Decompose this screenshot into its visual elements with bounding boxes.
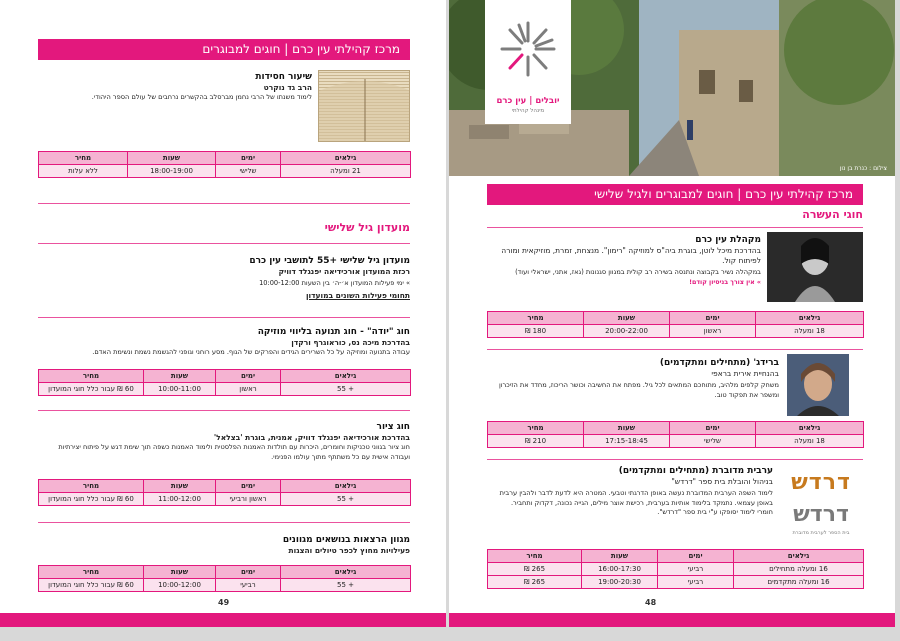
cell-hours: 16:00-17:30 bbox=[582, 563, 658, 576]
bottom-band bbox=[449, 613, 895, 627]
cell-hours: 19:00-20:30 bbox=[582, 576, 658, 589]
divider bbox=[38, 243, 410, 244]
page-number: 49 bbox=[218, 598, 230, 607]
choir-teacher: בהדרכת מיכל לוטן, בוגרת ביה"ס למוזיקה "רימון". מנצחת, זמרת, מוזיקאית ומורה לפיתוח קול. bbox=[501, 246, 761, 265]
photo-caption: צילום : כנרת בן נון bbox=[839, 165, 887, 172]
col-price: מחיר bbox=[488, 550, 582, 563]
logo-box bbox=[485, 0, 571, 124]
cell-hours: 10:00-12:00 bbox=[144, 579, 216, 592]
hero-photo bbox=[449, 0, 895, 176]
col-ages: גילאים bbox=[281, 152, 411, 165]
hasidut-block bbox=[38, 72, 312, 103]
cell-days: ראשון ורביעי bbox=[216, 493, 281, 506]
book-photo bbox=[318, 70, 410, 142]
page-49 bbox=[0, 0, 446, 627]
table-row bbox=[488, 576, 864, 589]
arabic-note: חומרי לימוד יסופקו ע"י בית ספר "דרדש". bbox=[657, 508, 773, 516]
page-header: מרכז קהילתי עין כרם | חוגים למבוגרים ולגיל שלישי bbox=[487, 184, 863, 205]
col-days: ימים bbox=[658, 550, 734, 563]
singer-photo bbox=[767, 232, 863, 302]
club-areas: תחומי פעילות השונים במועדון bbox=[305, 290, 410, 300]
hasidut-title: שיעור חסידות bbox=[255, 72, 312, 82]
yoda-teacher: בהדרכת מיכה נס, כוראוגרף ורקדן bbox=[291, 338, 410, 347]
divider bbox=[487, 227, 863, 228]
choir-table bbox=[487, 311, 864, 338]
col-days: ימים bbox=[216, 152, 281, 165]
cell-hours: 17:15-18:45 bbox=[584, 435, 670, 448]
arabic-block bbox=[487, 466, 773, 518]
divider bbox=[38, 317, 410, 318]
book-illustration bbox=[319, 71, 410, 142]
cell-days: ראשון bbox=[670, 325, 756, 338]
club-block bbox=[38, 256, 410, 301]
cell-ages: 18 ומעלה bbox=[756, 435, 864, 448]
page-48 bbox=[449, 0, 895, 627]
logo-title: יובלים | עין כרם bbox=[496, 96, 560, 106]
cell-price: ללא עלות bbox=[39, 165, 128, 178]
club-title: מועדון גיל שלישי +55 לתושבי עין כרם bbox=[249, 256, 410, 266]
bridge-desc: משחק קלפים מלהיב, מתוחכם המתאים לכל גיל. מפתח את החשיבה וכושר הריכוז, מחדד את הזיכרון ומשפר את תפקוד טוב. bbox=[498, 381, 779, 399]
col-hours: שעות bbox=[144, 370, 216, 383]
col-ages: גילאים bbox=[756, 312, 864, 325]
bridge-teacher: בהנחיית אירית בראפי bbox=[711, 369, 779, 378]
bridge-title: ברידג' (מתחילים ומתקדמים) bbox=[659, 358, 779, 368]
col-days: ימים bbox=[670, 422, 756, 435]
col-hours: שעות bbox=[584, 312, 670, 325]
cell-ages: 16 ומעלה מתחילים bbox=[734, 563, 864, 576]
cell-days: רביעי bbox=[658, 576, 734, 589]
hasidut-teacher: הרב גד נוקרט bbox=[263, 83, 312, 92]
club-section-title: מועדון גיל שלישי bbox=[324, 221, 410, 234]
cell-price: 265 ₪ bbox=[488, 576, 582, 589]
cell-ages: 18 ומעלה bbox=[756, 325, 864, 338]
cell-price: 265 ₪ bbox=[488, 563, 582, 576]
enrichment-section-title: חוגי העשרה bbox=[802, 208, 863, 221]
yuvalim-logo-icon bbox=[485, 6, 571, 92]
cell-hours: 10:00-11:00 bbox=[144, 383, 216, 396]
teacher-photo bbox=[787, 354, 849, 416]
lectures-title: מגוון הרצאות בנושאים מגוונים bbox=[282, 535, 410, 545]
cell-hours: 20:00-22:00 bbox=[584, 325, 670, 338]
choir-title: מקהלת עין כרם bbox=[695, 235, 761, 245]
dardash-logo-text: דרדש bbox=[791, 470, 851, 495]
hasidut-desc: לימוד משנתו של הרבי נחמן מברסלב בהקשרים נרחבים של עולם הספר היהודי. bbox=[91, 93, 312, 101]
col-price: מחיר bbox=[39, 152, 128, 165]
arabic-title: ערבית מדוברת (מתחילים ומתקדמים) bbox=[618, 466, 773, 476]
col-days: ימים bbox=[216, 480, 281, 493]
bottom-band bbox=[0, 613, 446, 627]
yoda-title: חוג "יודה" - חוג תנועה בליווי מוזיקה bbox=[257, 327, 410, 337]
dardash-logo-text-secondary: דרדש bbox=[793, 502, 849, 527]
col-price: מחיר bbox=[488, 312, 584, 325]
cell-hours: 11:00-12:00 bbox=[144, 493, 216, 506]
col-price: מחיר bbox=[39, 480, 144, 493]
cell-days: רביעי bbox=[216, 579, 281, 592]
cell-days: שלישי bbox=[216, 165, 281, 178]
club-hours-line: » ימי פעילות המועדון א׳-ה׳ בין השעות 10:00-12:00 bbox=[259, 279, 410, 287]
drawing-desc: חוג ציור בגווני טכניקות וחומרים, היכרות עם תולדות האמנות הפלסטית ולימוד האמנות כשפה תוך שימת דגש על פיתוח יצירתיות ועבודה אישית עם כל משתתף מתוך עולמו הפנימי. bbox=[58, 443, 410, 461]
table-row bbox=[488, 563, 864, 576]
cell-price: 210 ₪ bbox=[488, 435, 584, 448]
lectures-table bbox=[38, 565, 411, 592]
col-price: מחיר bbox=[39, 370, 144, 383]
cell-ages: 16 ומעלה מתקדמים bbox=[734, 576, 864, 589]
singer-illustration bbox=[767, 232, 863, 302]
lectures-sub: פעילויות מחוץ לכפר טיולים והצגות bbox=[288, 546, 410, 555]
yoda-block bbox=[38, 327, 410, 358]
divider bbox=[487, 349, 863, 350]
cell-ages: + 55 bbox=[281, 493, 411, 506]
drawing-title: חוג ציור bbox=[376, 422, 410, 432]
bridge-block bbox=[487, 358, 779, 400]
col-hours: שעות bbox=[128, 152, 216, 165]
col-ages: גילאים bbox=[281, 370, 411, 383]
divider bbox=[38, 203, 410, 204]
page-number: 48 bbox=[645, 598, 657, 607]
choir-desc: במקהלה נשיר בקבוצה ונתנסה בשירה רב קולית במגוון סגנונות (גאז, אתני, ישראלי ועוד) bbox=[515, 268, 761, 276]
col-ages: גילאים bbox=[281, 566, 411, 579]
drawing-block bbox=[38, 422, 410, 462]
club-coordinator: רכזת המועדון אורכידיאה יפנגלד דוויק bbox=[278, 267, 410, 276]
choir-block bbox=[487, 235, 761, 287]
divider bbox=[487, 459, 863, 460]
choir-note: » אין צורך בניסיון קודם! bbox=[689, 278, 761, 286]
cell-hours: 18:00-19:00 bbox=[128, 165, 216, 178]
cell-price: 60 ₪ עבור כלל חוגי המועדון bbox=[39, 383, 144, 396]
drawing-teacher: בהדרכת אורכידיאה יפנגלד דוויק, אמנית, בוגרת 'בצלאל' bbox=[213, 433, 410, 442]
col-hours: שעות bbox=[144, 566, 216, 579]
col-price: מחיר bbox=[39, 566, 144, 579]
cell-days: רביעי bbox=[658, 563, 734, 576]
col-ages: גילאים bbox=[734, 550, 864, 563]
dardash-logo bbox=[779, 468, 863, 538]
divider bbox=[38, 522, 410, 523]
col-days: ימים bbox=[216, 370, 281, 383]
cell-days: ראשון bbox=[216, 383, 281, 396]
cell-ages: 21 ומעלה bbox=[281, 165, 411, 178]
cell-price: 60 ₪ עבור כלל חוגי המועדון bbox=[39, 493, 144, 506]
cell-price: 60 ₪ עבור כלל חוגי המועדון bbox=[39, 579, 144, 592]
col-ages: גילאים bbox=[281, 480, 411, 493]
col-days: ימים bbox=[216, 566, 281, 579]
col-ages: גילאים bbox=[756, 422, 864, 435]
drawing-table bbox=[38, 479, 411, 506]
page-header: מרכז קהילתי עין כרם | חוגים למבוגרים bbox=[38, 39, 410, 60]
cell-ages: + 55 bbox=[281, 579, 411, 592]
yoda-table bbox=[38, 369, 411, 396]
divider bbox=[38, 410, 410, 411]
hasidut-table bbox=[38, 151, 411, 178]
teacher-portrait bbox=[787, 354, 849, 416]
lectures-block bbox=[38, 535, 410, 556]
col-hours: שעות bbox=[582, 550, 658, 563]
cell-price: 180 ₪ bbox=[488, 325, 584, 338]
cell-ages: + 55 bbox=[281, 383, 411, 396]
col-hours: שעות bbox=[584, 422, 670, 435]
col-days: ימים bbox=[670, 312, 756, 325]
yoda-desc: עבודה בתנועה ומוזיקה על כל השרירים הגידים והפרקים של הגוף. מסע רוחני וגופני להגשמת נשמת ונשימת האדם. bbox=[92, 348, 410, 356]
arabic-teacher: בניהול והובלת בית ספר "דרדש" bbox=[671, 477, 773, 486]
bridge-table bbox=[487, 421, 864, 448]
arabic-desc: לימוד השפה הערבית המדוברת נעשה באופן הדרגתי וטבעי. המטרה היא לדעת לדבר ולהבין ערבית באופן עצמאי. נתמקד בלימוד אותיות בערבית, רכישת אוצר מילים, הגייה נכונה, דקדוק ותחביר. bbox=[499, 489, 773, 507]
col-price: מחיר bbox=[488, 422, 584, 435]
col-hours: שעות bbox=[144, 480, 216, 493]
arabic-table bbox=[487, 549, 864, 589]
logo-subtitle: מינהל קהילתי bbox=[511, 108, 545, 114]
cell-days: שלישי bbox=[670, 435, 756, 448]
dardash-logo-sub: בית הספר לערבית מדוברת bbox=[792, 530, 850, 536]
